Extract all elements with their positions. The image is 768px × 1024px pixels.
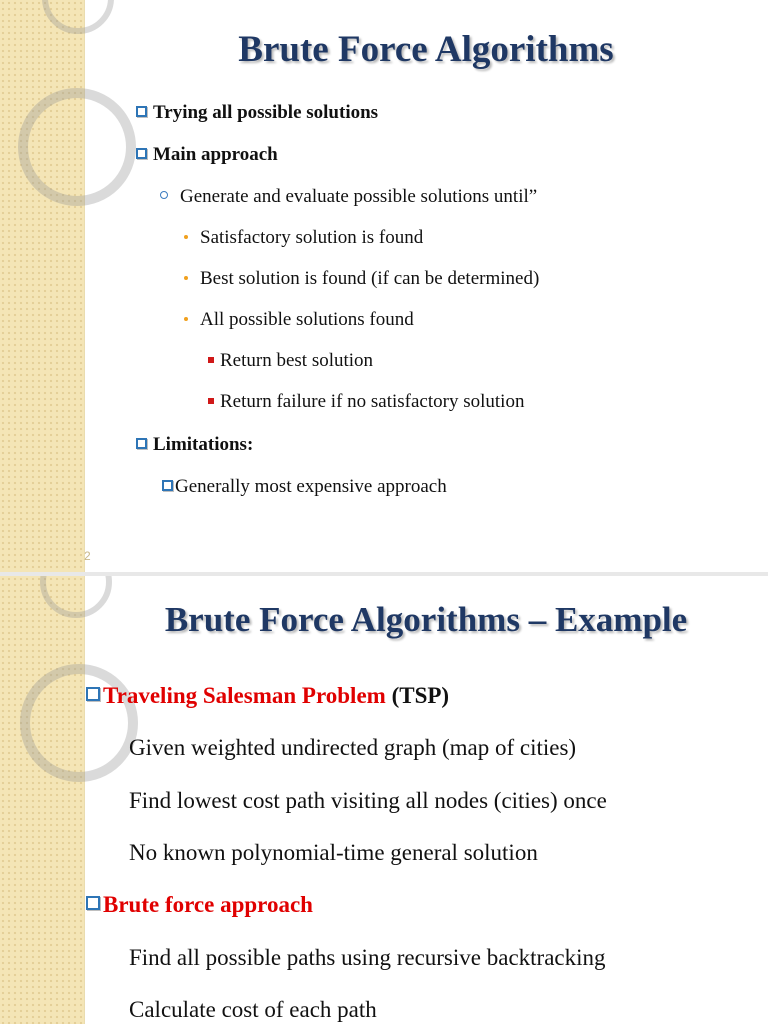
decorative-ring	[20, 664, 138, 782]
approach-line: Calculate cost of each path	[129, 997, 377, 1022]
circle-bullet-icon	[160, 191, 168, 199]
tsp-suffix: (TSP)	[391, 683, 450, 708]
approach-line: Find all possible paths using recursive backtracking	[129, 945, 606, 970]
list-item-text: Satisfactory solution is found	[200, 227, 424, 248]
tsp-line: Given weighted undirected graph (map of cities)	[129, 735, 577, 760]
checkbox-bullet-icon	[86, 896, 100, 910]
nested-item-text: Return failure if no satisfactory solution	[220, 391, 525, 412]
bullet-tsp	[86, 683, 449, 709]
tsp-line: Find lowest cost path visiting all nodes (cities) once	[129, 788, 607, 813]
nested-item	[208, 350, 373, 372]
slide-2-title: Brute Force Algorithms – Example	[164, 600, 688, 639]
tsp-label: Traveling Salesman Problem	[103, 683, 386, 708]
square-bullet-icon	[208, 357, 214, 363]
list-item	[184, 268, 539, 290]
list-item	[184, 227, 423, 249]
nested-item	[208, 391, 524, 413]
bullet-limitations	[136, 434, 253, 456]
tsp-line: No known polynomial-time general solution	[129, 840, 538, 865]
checkbox-bullet-icon	[162, 480, 173, 491]
list-item-text: All possible solutions found	[200, 309, 414, 330]
dot-bullet-icon	[184, 235, 188, 239]
checkbox-bullet-icon	[136, 438, 147, 449]
sub-bullet-text: Generally most expensive approach	[175, 476, 447, 497]
dot-bullet-icon	[184, 276, 188, 280]
decorative-sidebar	[0, 576, 85, 1024]
sub-bullet-text: Generate and evaluate possible solutions until”	[180, 186, 538, 207]
bullet-trying	[136, 102, 378, 124]
bullet-text: Main approach	[153, 144, 278, 165]
square-bullet-icon	[208, 398, 214, 404]
checkbox-bullet-icon	[86, 687, 100, 701]
decorative-sidebar	[0, 0, 85, 572]
bullet-main-approach	[136, 144, 278, 166]
nested-item-text: Return best solution	[220, 350, 374, 371]
bullet-text: Limitations:	[153, 434, 254, 455]
sub-bullet-generate	[160, 186, 537, 208]
approach-label: Brute force approach	[103, 892, 313, 917]
slide-1-title: Brute Force Algorithms	[238, 29, 614, 70]
decorative-ring	[18, 88, 136, 206]
sub-bullet-limitation	[162, 476, 447, 498]
checkbox-bullet-icon	[136, 148, 147, 159]
dot-bullet-icon	[184, 317, 188, 321]
list-item	[184, 309, 414, 331]
checkbox-bullet-icon	[136, 106, 147, 117]
list-item-text: Best solution is found (if can be determined)	[200, 268, 540, 289]
bullet-text: Trying all possible solutions	[153, 102, 379, 123]
page-number: 2	[84, 549, 91, 563]
bullet-brute-force-approach	[86, 892, 313, 918]
